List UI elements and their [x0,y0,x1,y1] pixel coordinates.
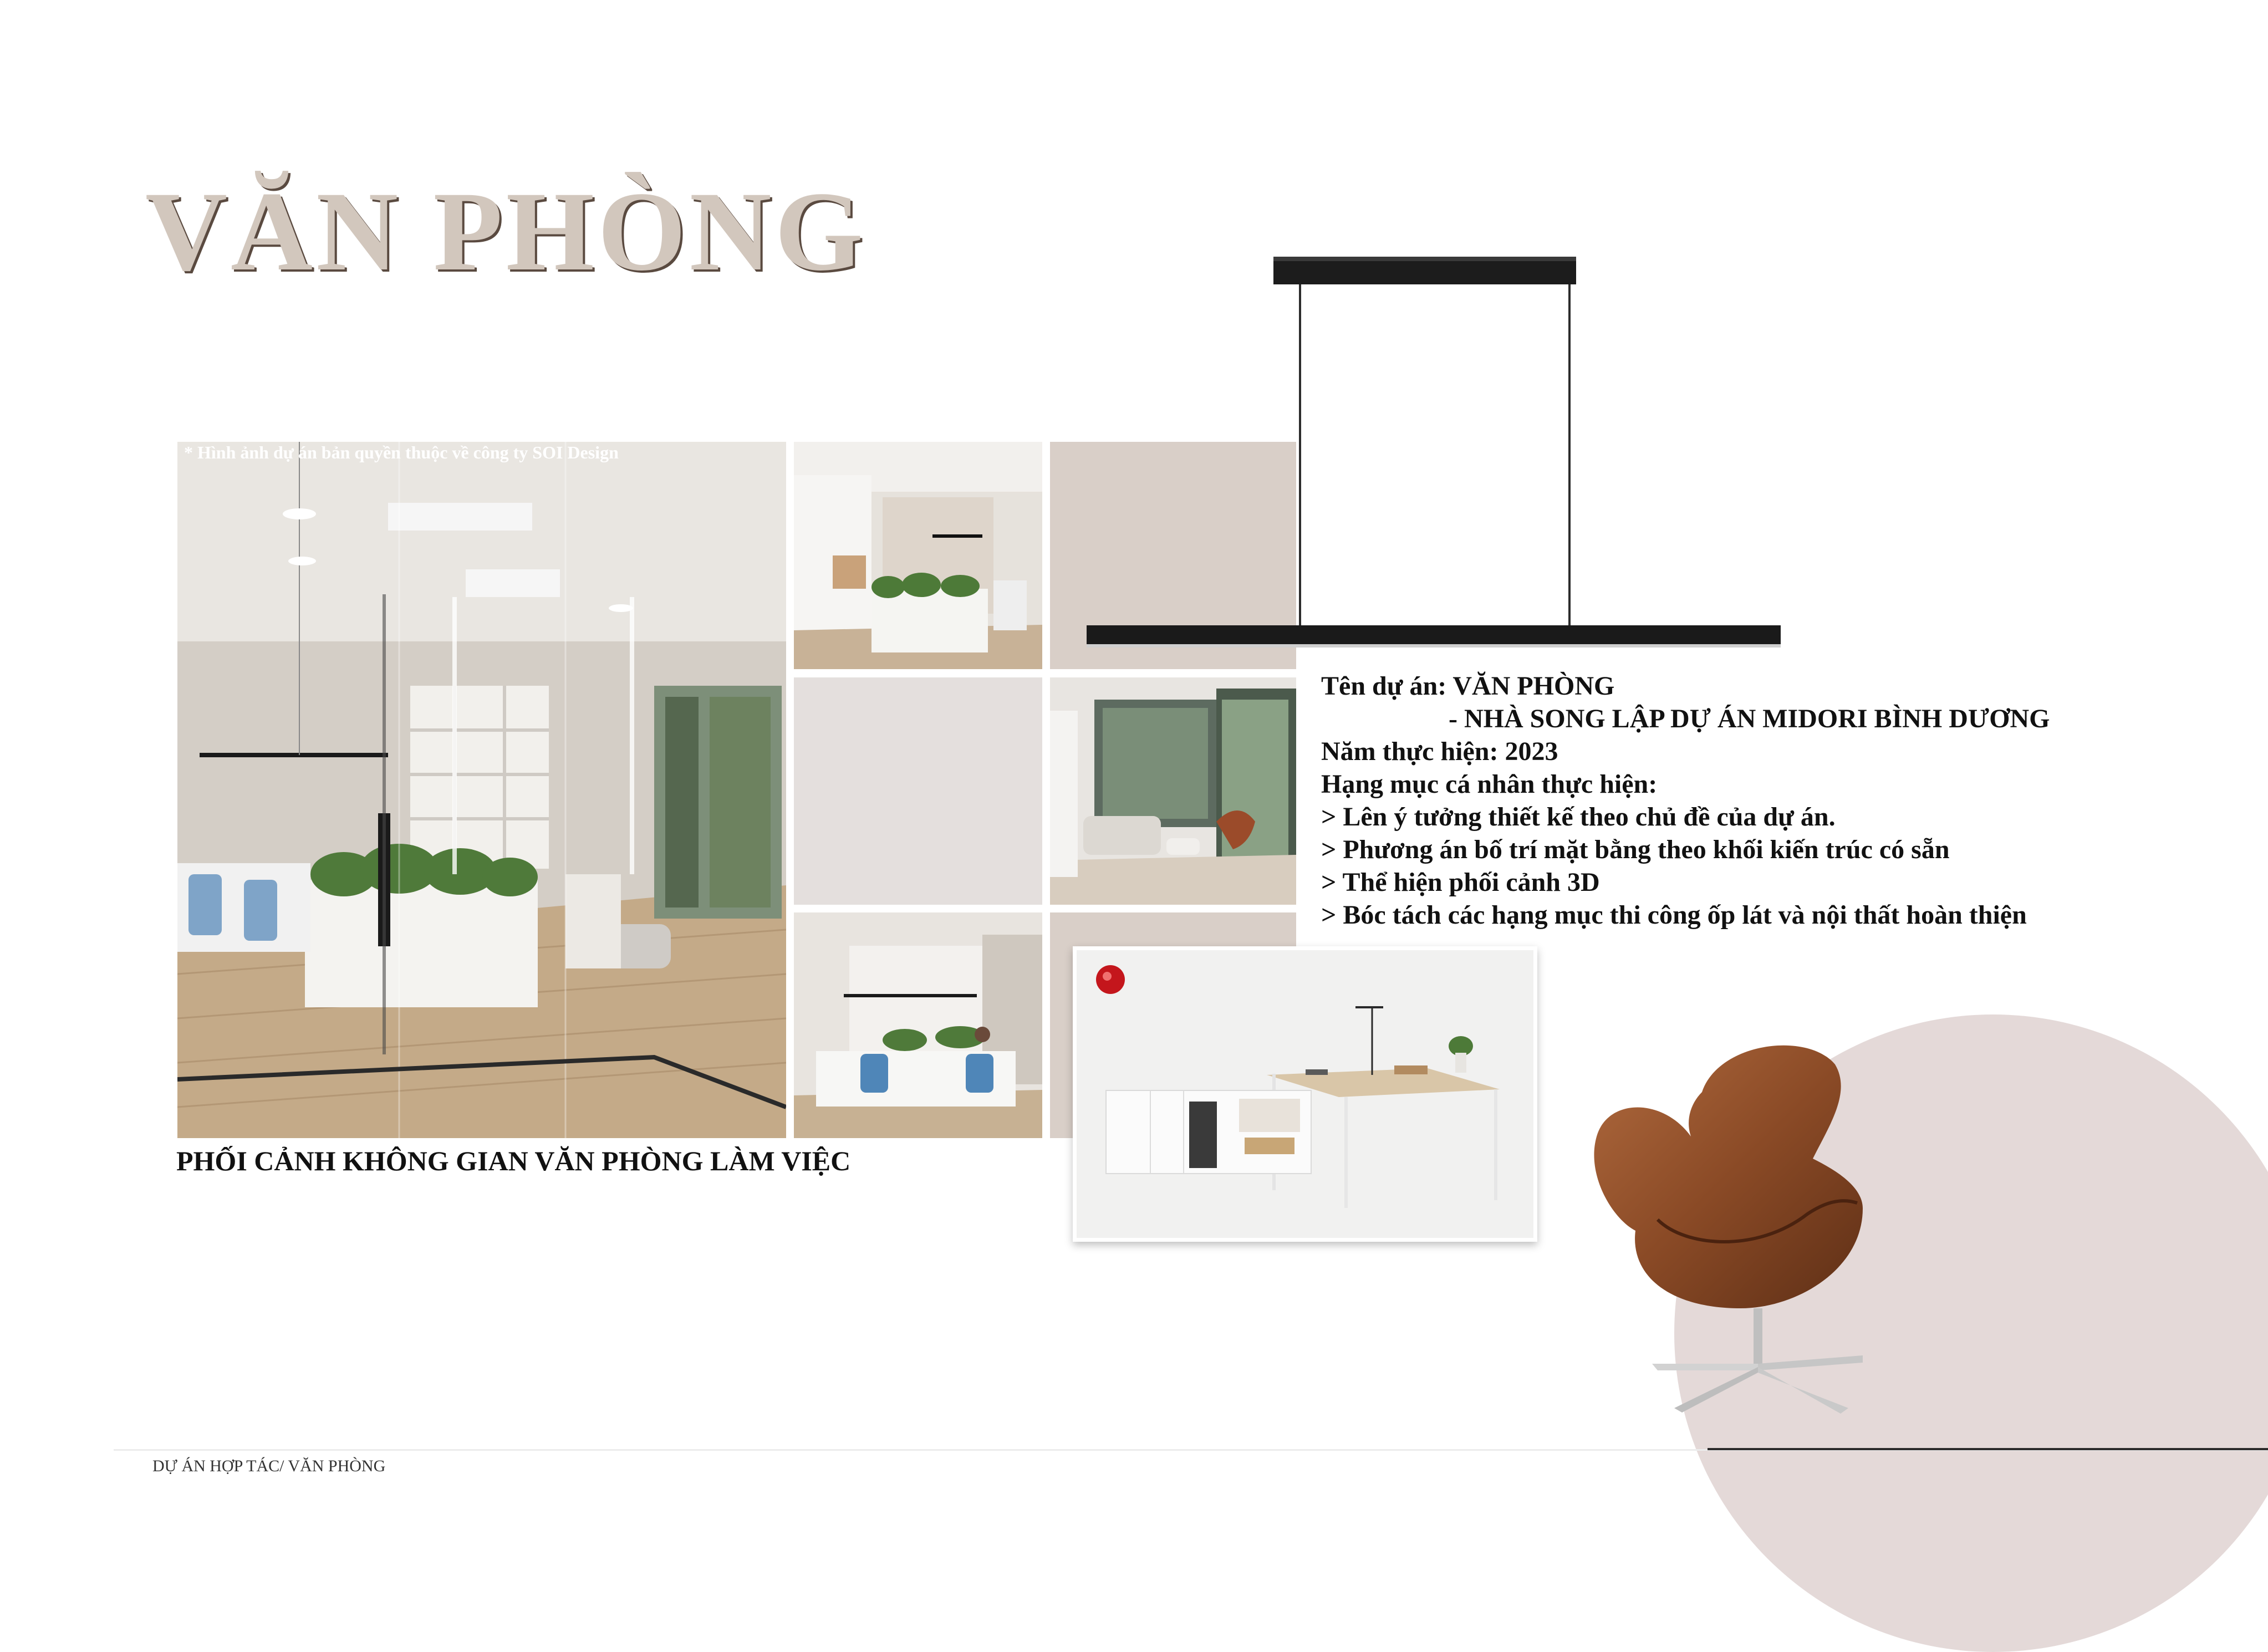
render-caption: PHỐI CẢNH KHÔNG GIAN VĂN PHÒNG LÀM VIỆC [176,1145,851,1176]
scope-item: > Phương án bố trí mặt bằng theo khối kiến trúc có sẵn [1321,835,1950,864]
swan-chair-image [1574,1031,1929,1430]
footer-label: DỰ ÁN HỢP TÁC/ VĂN PHÒNG [152,1457,386,1475]
scope-item: > Thể hiện phối cảnh 3D [1321,868,1600,897]
project-info [1321,670,2050,931]
footer-divider-accent [1708,1448,2268,1450]
project-year: Năm thực hiện: 2023 [1321,737,1558,766]
main-render-image [177,442,786,1138]
color-swatch-light [794,677,1042,905]
thumbnail-lounge-image [1050,677,1296,905]
desk-product-image [1073,946,1537,1242]
pendant-lamp-image [1084,255,1782,654]
scope-item: > Lên ý tưởng thiết kế theo chủ đề của dự án. [1321,802,1836,832]
scope-item: > Bóc tách các hạng mục thi công ốp lát và nội thất hoàn thiện [1321,900,2027,930]
thumbnail-reception-image [794,442,1042,669]
project-name: Tên dự án: VĂN PHÒNG [1321,671,1615,701]
scope-heading: Hạng mục cá nhân thực hiện: [1321,769,1658,799]
project-subtitle: - NHÀ SONG LẬP DỰ ÁN MIDORI BÌNH DƯƠNG [1449,704,2050,733]
thumbnail-workstations-image [794,912,1042,1138]
copyright-note: * Hình ảnh dự án bản quyền thuộc về công ty SOI Design [184,442,619,462]
page-title: VĂN PHÒNG [145,169,867,294]
